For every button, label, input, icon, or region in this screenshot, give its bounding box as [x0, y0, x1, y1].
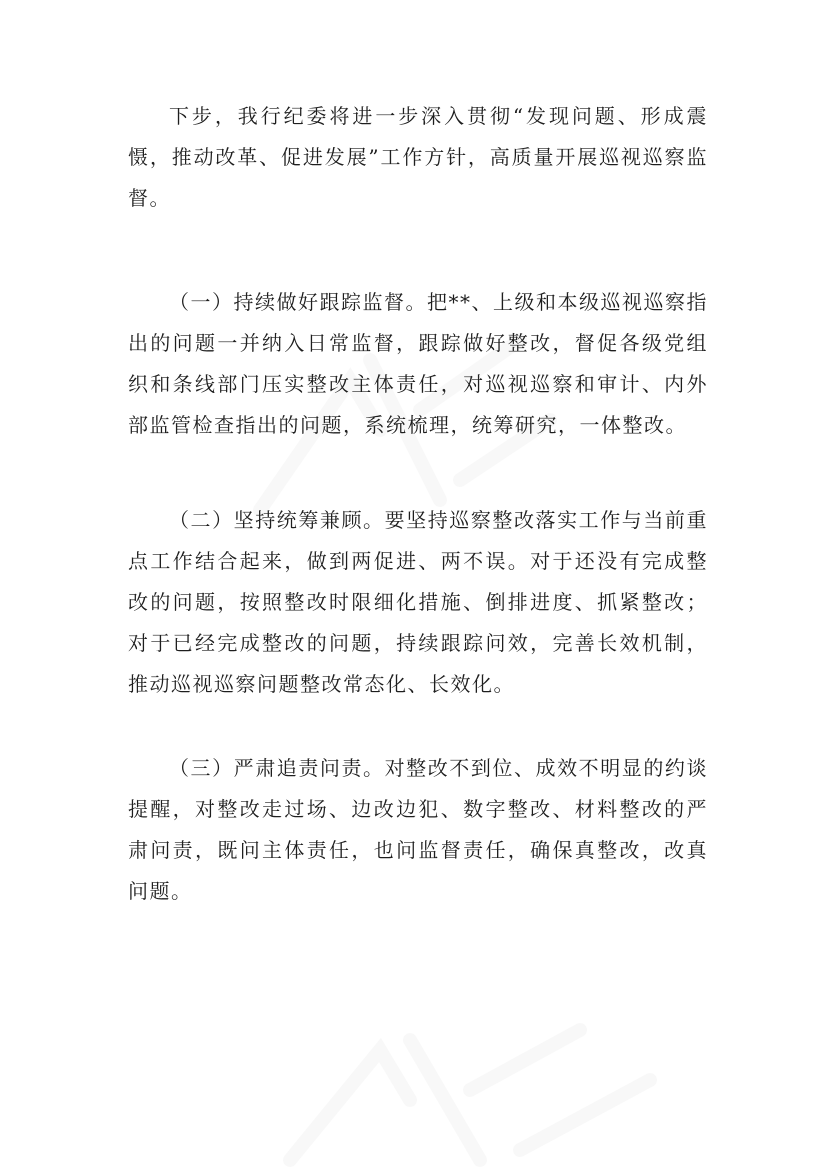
paragraph-item-two: （二）坚持统筹兼顾。要坚持巡察整改落实工作与当前重点工作结合起来，做到两促进、两不误。对于还没有完成整改的问题，按照整改时限细化措施、倒排进度、抓紧整改；对于已经完成整改的问题，持续跟踪问效，完善长效机制，推动巡视巡察问题整改常态化、长效化。 — [128, 508, 708, 696]
watermark-graphic-bottom — [260, 1010, 680, 1174]
paragraph-intro: 下步，我行纪委将进一步深入贯彻“发现问题、形成震慑，推动改革、促进发展”工作方针，高质量开展巡视巡察监督。 — [128, 104, 708, 210]
paragraph-item-three: （三）严肃追责问责。对整改不到位、成效不明显的约谈提醒，对整改走过场、边改边犯、数字整改、材料整改的严肃问责，既问主体责任，也问监督责任，确保真整改，改真问题。 — [128, 756, 708, 903]
paragraph-item-one: （一）持续做好跟踪监督。把**、上级和本级巡视巡察指出的问题一并纳入日常监督，跟踪做好整改，督促各级党组织和条线部门压实整改主体责任，对巡视巡察和审计、内外部监管检查指出的问题，系统梳理，统筹研究，一体整改。 — [128, 290, 708, 437]
